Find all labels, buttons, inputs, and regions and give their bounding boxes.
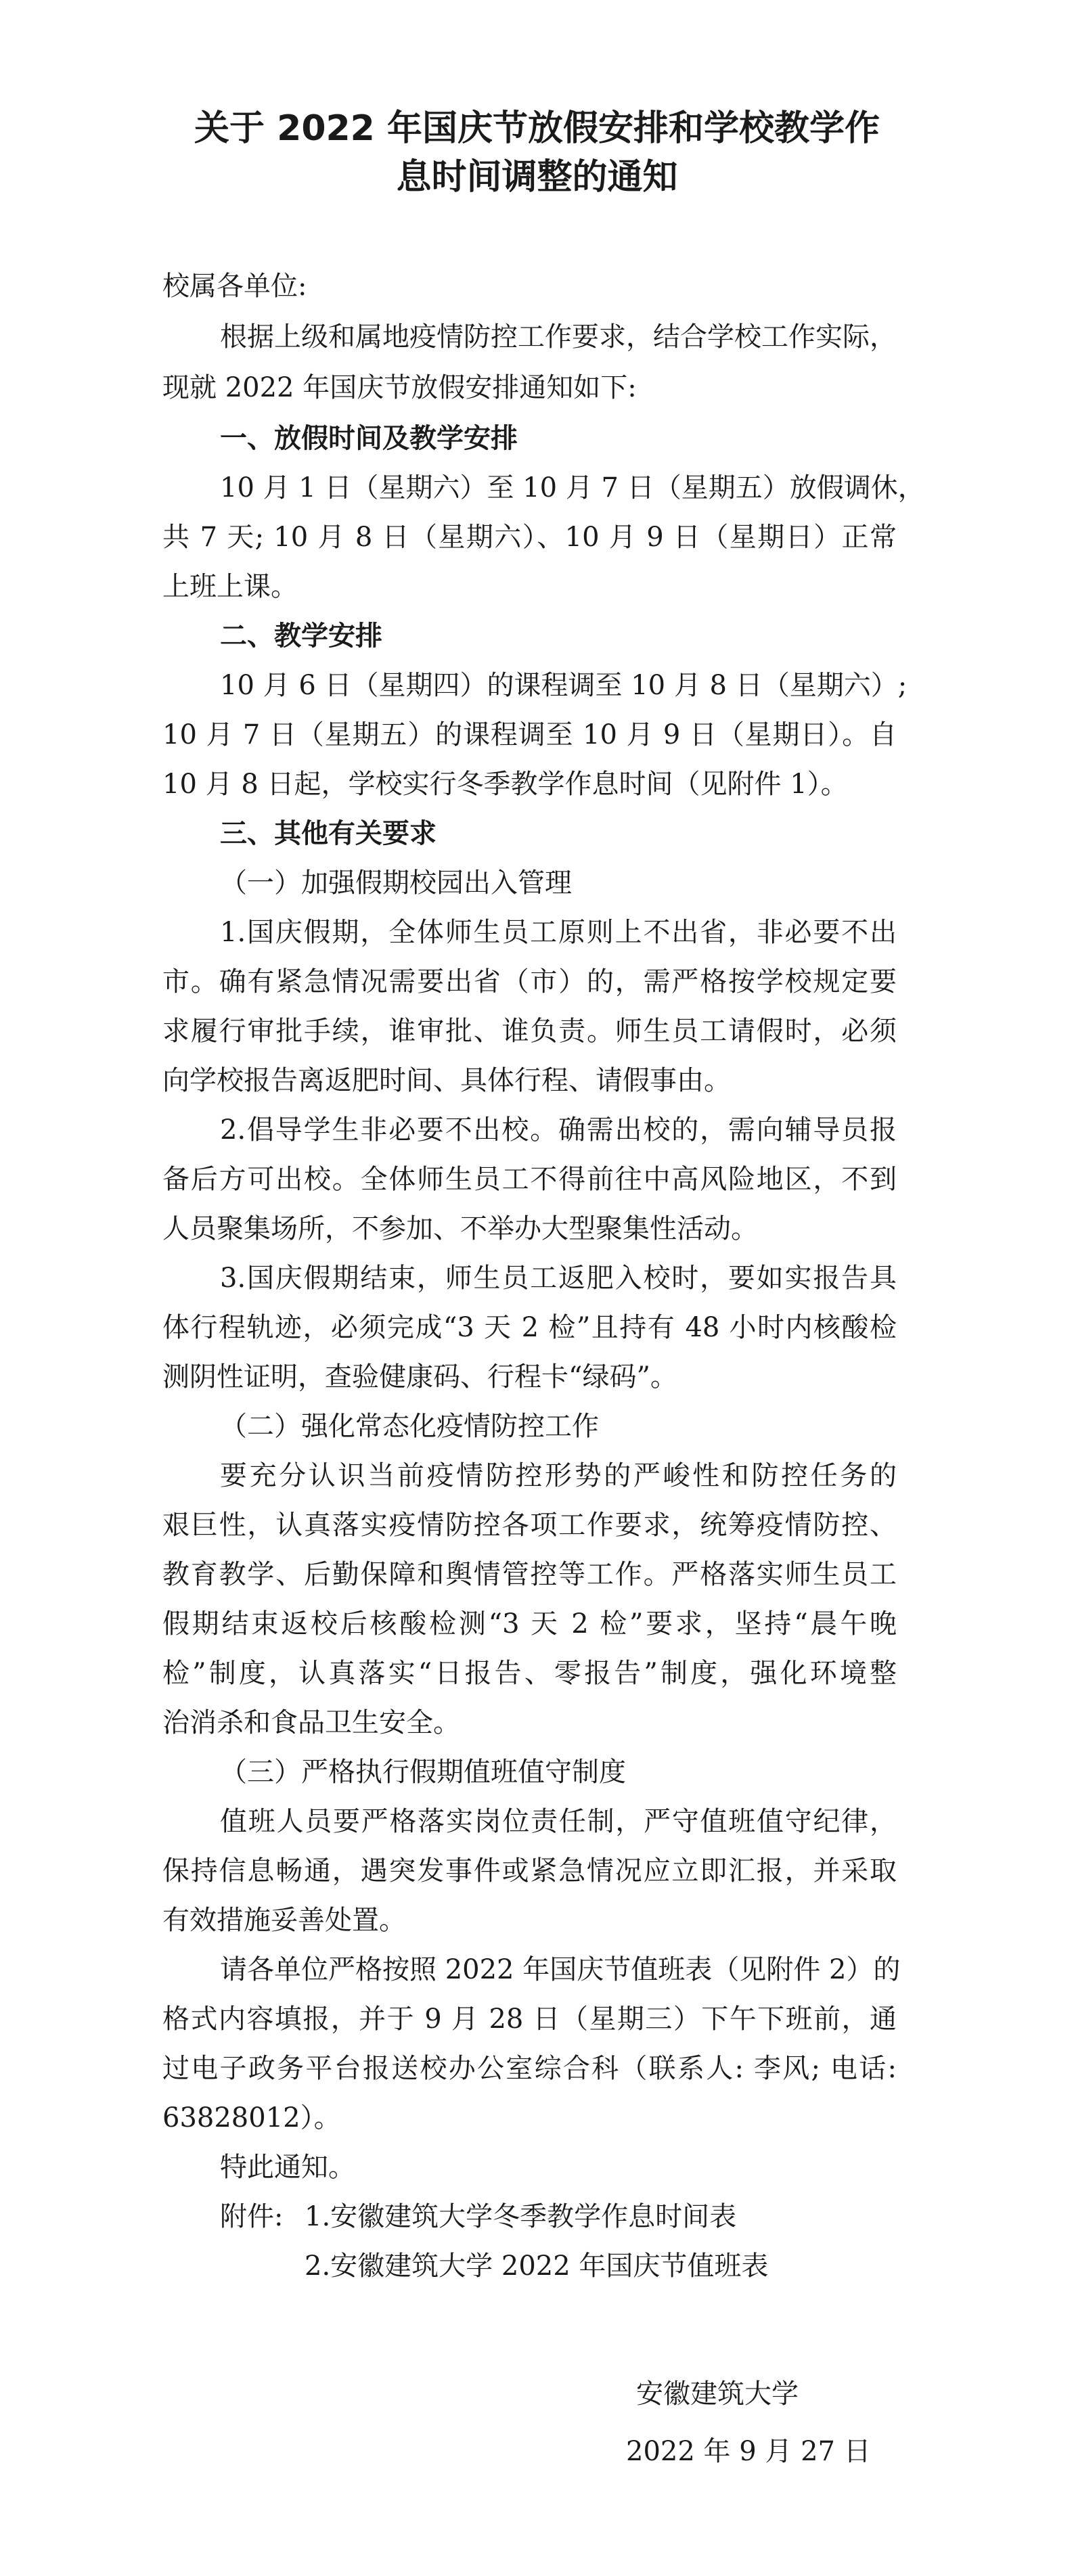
- document-title-line-1: 关于 2022 年国庆节放假安排和学校教学作: [194, 108, 880, 149]
- item-1-line-2: 市。确有紧急情况需要出省（市）的，需严格按学校规定要: [162, 966, 897, 997]
- subsection-2-line-3: 教育教学、后勤保障和舆情管控等工作。严格落实师生员工: [162, 1559, 897, 1590]
- section-1-heading: 一、放假时间及教学安排: [220, 423, 518, 454]
- item-1-line-1: 1.国庆假期，全体师生员工原则上不出省，非必要不出: [220, 917, 897, 948]
- item-1-line-3: 求履行审批手续，谁审批、谁负责。师生员工请假时，必须: [162, 1016, 897, 1047]
- subsection-2-line-4: 假期结束返校后核酸检测“3 天 2 检”要求，坚持“晨午晚: [162, 1608, 897, 1640]
- subsection-2-line-6: 治消杀和食品卫生安全。: [162, 1707, 460, 1738]
- signature-date: 2022 年 9 月 27 日: [626, 2436, 871, 2467]
- closing-line-2: 格式内容填报，并于 9 月 28 日（星期三）下午下班前，通: [162, 2004, 897, 2035]
- section-2-heading: 二、教学安排: [220, 620, 382, 652]
- section-2-line-1: 10 月 6 日（星期四）的课程调至 10 月 8 日（星期六）;: [220, 670, 908, 701]
- item-2-line-1: 2.倡导学生非必要不出校。确需出校的，需向辅导员报: [220, 1114, 897, 1146]
- section-2-line-3: 10 月 8 日起，学校实行冬季教学作息时间（见附件 1）。: [162, 769, 848, 800]
- intro-line-1: 根据上级和属地疫情防控工作要求，结合学校工作实际，: [220, 321, 897, 353]
- item-2-line-2: 备后方可出校。全体师生员工不得前往中高风险地区，不到: [162, 1164, 897, 1195]
- item-3-line-2: 体行程轨迹，必须完成“3 天 2 检”且持有 48 小时内核酸检: [162, 1312, 897, 1343]
- section-1-line-2: 共 7 天; 10 月 8 日（星期六）、10 月 9 日（星期日）正常: [162, 522, 897, 553]
- item-3-line-1: 3.国庆假期结束，师生员工返肥入校时，要如实报告具: [220, 1263, 897, 1294]
- subsection-3-line-1: 值班人员要严格落实岗位责任制，严守值班值守纪律，: [220, 1806, 897, 1837]
- subsection-2-line-1: 要充分认识当前疫情防控形势的严峻性和防控任务的: [220, 1460, 897, 1491]
- subsection-3-line-3: 有效措施妥善处置。: [162, 1905, 406, 1936]
- closing-line-3: 过电子政务平台报送校办公室综合科（联系人: 李风; 电话:: [162, 2053, 897, 2084]
- notice-text: 特此通知。: [220, 2152, 355, 2183]
- document-title-line-2: 息时间调整的通知: [396, 157, 678, 198]
- closing-line-4: 63828012）。: [162, 2102, 341, 2133]
- subsection-3-line-2: 保持信息畅通，遇突发事件或紧急情况应立即汇报，并采取: [162, 1855, 897, 1886]
- item-1-line-4: 向学校报告离返肥时间、具体行程、请假事由。: [162, 1065, 731, 1096]
- section-2-line-2: 10 月 7 日（星期五）的课程调至 10 月 9 日（星期日）。自: [162, 719, 897, 750]
- item-2-line-3: 人员聚集场所，不参加、不举办大型聚集性活动。: [162, 1213, 758, 1244]
- attachment-item-2: 2.安徽建筑大学 2022 年国庆节值班表: [305, 2251, 769, 2282]
- subsection-3-heading: （三）严格执行假期值班值守制度: [220, 1757, 626, 1788]
- signature-org: 安徽建筑大学: [636, 2378, 799, 2410]
- subsection-2-heading: （二）强化常态化疫情防控工作: [220, 1411, 599, 1442]
- subsection-1-heading: （一）加强假期校园出入管理: [220, 867, 572, 899]
- section-1-line-3: 上班上课。: [162, 571, 298, 602]
- section-3-heading: 三、其他有关要求: [220, 818, 437, 849]
- section-1-line-1: 10 月 1 日（星期六）至 10 月 7 日（星期五）放假调休，: [220, 472, 925, 503]
- closing-line-1: 请各单位严格按照 2022 年国庆节值班表（见附件 2）的: [220, 1954, 901, 1985]
- subsection-2-line-5: 检”制度，认真落实“日报告、零报告”制度，强化环境整: [162, 1658, 897, 1689]
- subsection-2-line-2: 艰巨性，认真落实疫情防控各项工作要求，统筹疫情防控、: [162, 1510, 897, 1541]
- item-3-line-3: 测阴性证明，查验健康码、行程卡“绿码”。: [162, 1361, 677, 1393]
- attachments-label: 附件:: [220, 2201, 284, 2232]
- intro-line-2: 现就 2022 年国庆节放假安排通知如下:: [162, 372, 637, 403]
- salutation: 校属各单位:: [162, 271, 307, 302]
- attachment-item-1: 1.安徽建筑大学冬季教学作息时间表: [305, 2201, 737, 2232]
